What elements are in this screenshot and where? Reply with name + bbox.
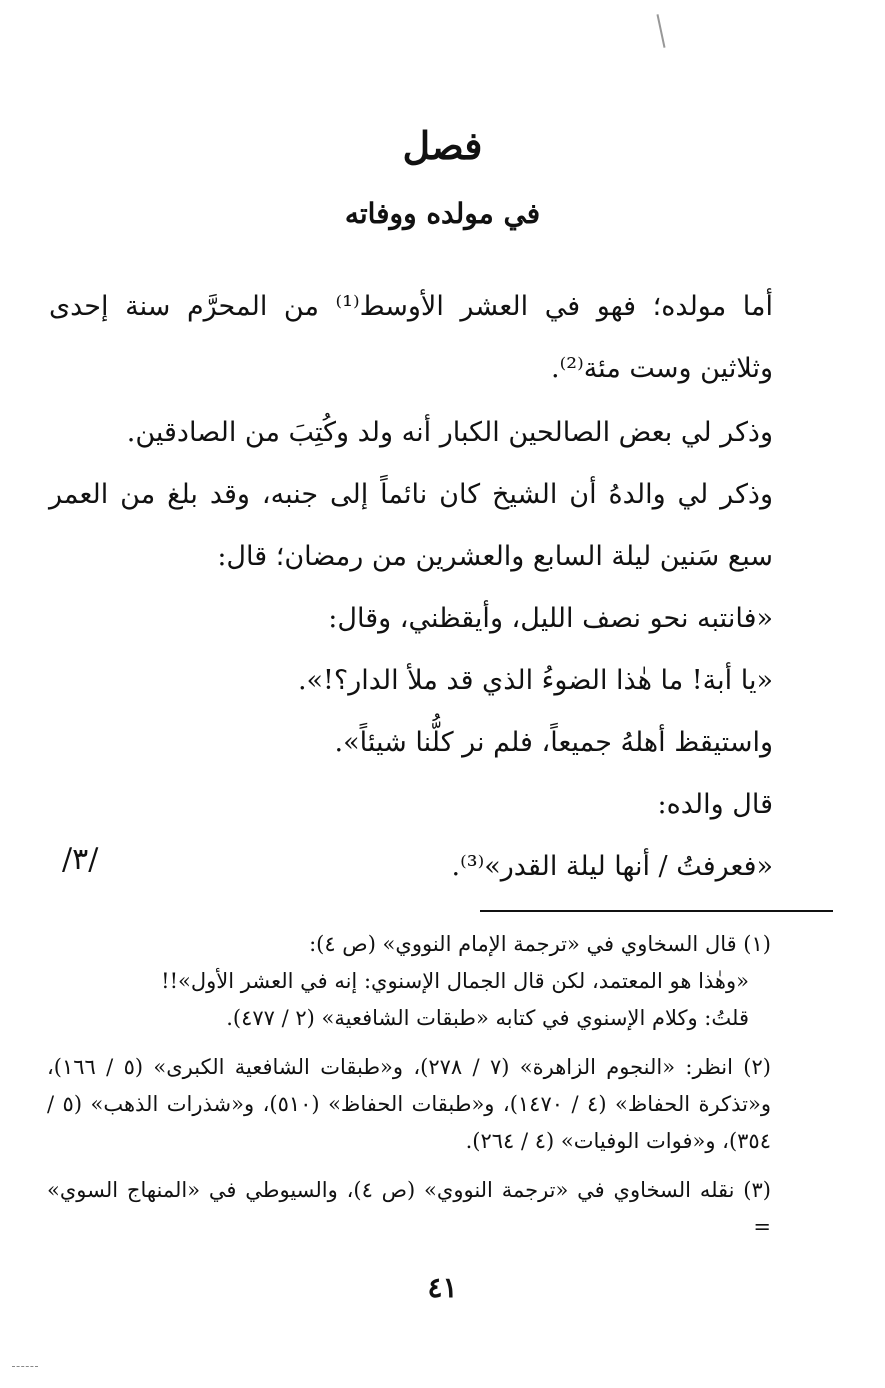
chapter-subtitle: في مولده ووفاته	[344, 197, 541, 230]
page-number: ٤١	[427, 1271, 458, 1304]
body-text	[49, 276, 773, 898]
footnote-separator	[480, 910, 833, 912]
scan-artifact-mark	[656, 14, 665, 48]
paragraph-quote-light: «يا أبة! ما هٰذا الضوءُ الذي قد ملأ الدار؟!».	[297, 665, 773, 696]
footnote-1-line-2: «وهٰذا هو المعتمد، لكن قال الجمال الإسنوي: إنه في العشر الأول»!!	[161, 969, 749, 993]
footnote-2: (٢) انظر: «النجوم الزاهرة» (٧ / ٢٧٨)، و«طبقات الشافعية الكبرى» (٥ / ١٦٦)، و«تذكرة الحفاظ» (٤ / ١٤٧٠)، و«طبقات الحفاظ» (٥١٠)، و«شذرات الذهب» (٥ / ٣٥٤)، و«فوات الوفيات» (٤ / ٢٦٤).	[47, 1055, 771, 1153]
paragraph-quote-awoke: «فانتبه نحو نصف الليل، وأيقظني، وقال:	[328, 603, 773, 634]
footnote-3: (٣) نقله السخاوي في «ترجمة النووي» (ص ٤)، والسيوطي في «المنهاج السوي» =	[47, 1178, 771, 1239]
manuscript-page-marker: /٣/	[62, 842, 99, 877]
paragraph-birth-date: أما مولده؛ فهو في العشر الأوسط⁽¹⁾ من المحرَّم سنة إحدى وثلاثين وست مئة⁽²⁾.	[49, 291, 773, 384]
footnote-1-line-1: (١) قال السخاوي في «ترجمة الإمام النووي» (ص ٤):	[309, 932, 771, 956]
paragraph-laylat-al-qadr: «فعرفتُ / أنها ليلة القدر»⁽³⁾.	[451, 851, 773, 882]
chapter-title: فصل	[402, 123, 483, 168]
footnote-1-line-3: قلتُ: وكلام الإسنوي في كتابه «طبقات الشافعية» (٢ / ٤٧٧).	[226, 1006, 749, 1030]
footnotes	[47, 926, 771, 1246]
paragraph-righteous-report: وذكر لي بعض الصالحين الكبار أنه ولد وكُتِبَ من الصادقين.	[126, 417, 773, 448]
paragraph-father-said: قال والده:	[657, 789, 773, 820]
paragraph-household-awoke: واستيقظ أهلهُ جميعاً، فلم نر كلُّنا شيئاً».	[334, 727, 773, 758]
paragraph-father-report: وذكر لي والدهُ أن الشيخ كان نائماً إلى جنبه، وقد بلغ من العمر سبع سَنين ليلة السابع والعشرين من رمضان؛ قال:	[49, 479, 773, 572]
scan-artifact-dash	[12, 1366, 38, 1367]
